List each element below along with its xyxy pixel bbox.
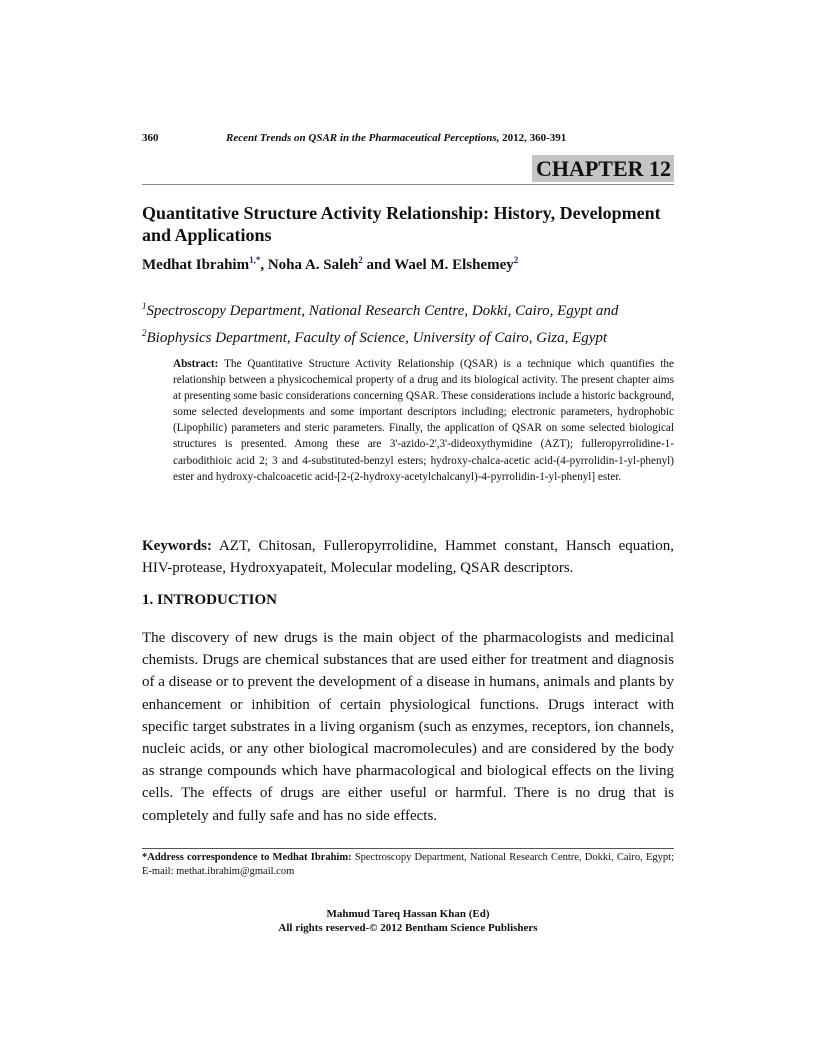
author-affiliation-mark: 1,* [249, 255, 261, 265]
affiliation-text: Spectroscopy Department, National Research Centre, Dokki, Cairo, Egypt and [146, 303, 619, 319]
journal-year-pages: 2012, 360-391 [499, 132, 567, 144]
author-name: Wael M. Elshemey [394, 257, 514, 273]
affiliation-text: Biophysics Department, Faculty of Science, University of Cairo, Giza, Egypt [146, 330, 608, 346]
keywords-text: AZT, Chitosan, Fulleropyrrolidine, Hammet constant, Hansch equation, HIV-protease, Hydroxyapateit, Molecular modeling, QSAR descriptors. [142, 538, 674, 576]
abstract [173, 356, 674, 485]
abstract-text: The Quantitative Structure Activity Relationship (QSAR) is a technique which quantifies the relationship between a physicochemical property of a drug and its biological activity. The present chapter aims at presenting some basic considerations concerning QSAR. These considerations include a historic background, some selected developments and some important descriptors including; electronic parameters, hydrophobic (Lipophilic) parameters and steric parameters. Finally, the application of QSAR on some selected biological structures is presented. Among these are 3'-azido-2',3'-dideoxythymidine (AZT); fulleropyrrolidine-1-carbodithioic acid 2; 3 and 4-substituted-benzyl esters; hydroxy-chalca-acetic acid-(4-pyrrolidin-1-yl-phenyl) ester and hydroxy-chalcoacetic acid-[2-(2-hydroxy-acetylchalcanyl)-4-pyrrolidin-1-yl-phenyl] ester. [173, 358, 674, 483]
page-number: 360 [142, 132, 159, 144]
journal-title [226, 132, 566, 144]
paper-title: Quantitative Structure Activity Relationship: History, Development and Applications [142, 203, 661, 245]
footnote-rule [142, 848, 674, 849]
publisher-block [142, 907, 674, 935]
intro-paragraph: The discovery of new drugs is the main object of the pharmacologists and medicinal chemists. Drugs are chemical substances that are used either for treatment and diagnosis of a disease or to prevent the development of a disease in humans, animals and plants by enhancement or inhibition of certain physiological functions. Drugs interact with specific target substrates in a living organism (such as enzymes, receptors, ion channels, nucleic acids, or any other biological macromolecules) and are considered by the body as strange compounds which have pharmacological and biological effects on the living cells. The effects of drugs are either useful or harmful. There is no drug that is completely and fully safe and has no side effects. [142, 630, 674, 824]
footnote-label: *Address correspondence to Medhat Ibrahim: [142, 852, 352, 863]
chapter-badge: CHAPTER 12 [532, 155, 674, 182]
keywords [142, 535, 674, 579]
header-rule [142, 184, 674, 185]
affiliation-mark: 2 [142, 328, 147, 338]
author-affiliation-mark: 2 [513, 255, 519, 265]
author-name: Noha A. Saleh [267, 257, 359, 273]
keywords-label: Keywords: [142, 538, 212, 554]
affiliations [142, 295, 674, 349]
author-name: Medhat Ibrahim [142, 257, 250, 273]
editor-line: Mahmud Tareq Hassan Khan (Ed) [326, 908, 490, 920]
author-list [142, 257, 674, 274]
correspondence-footnote [142, 851, 674, 879]
section-heading: 1. INTRODUCTION [142, 592, 278, 608]
affiliation-mark: 1 [142, 301, 147, 311]
abstract-label: Abstract: [173, 358, 219, 370]
footnote-text: Spectroscopy Department, National Research Centre, Dokki, Cairo, Egypt; E-mail: methat.ibrahim@gmail.com [142, 852, 674, 877]
author-affiliation-mark: 2 [358, 255, 363, 265]
author-separator: , [260, 257, 268, 273]
affiliation-line [142, 322, 674, 349]
affiliation-line [142, 295, 674, 322]
author-separator: and [362, 257, 395, 273]
chapter-label-container [532, 155, 674, 182]
journal-name: Recent Trends on QSAR in the Pharmaceutical Perceptions, [226, 132, 500, 144]
rights-line: All rights reserved-© 2012 Bentham Science Publishers [278, 922, 538, 934]
